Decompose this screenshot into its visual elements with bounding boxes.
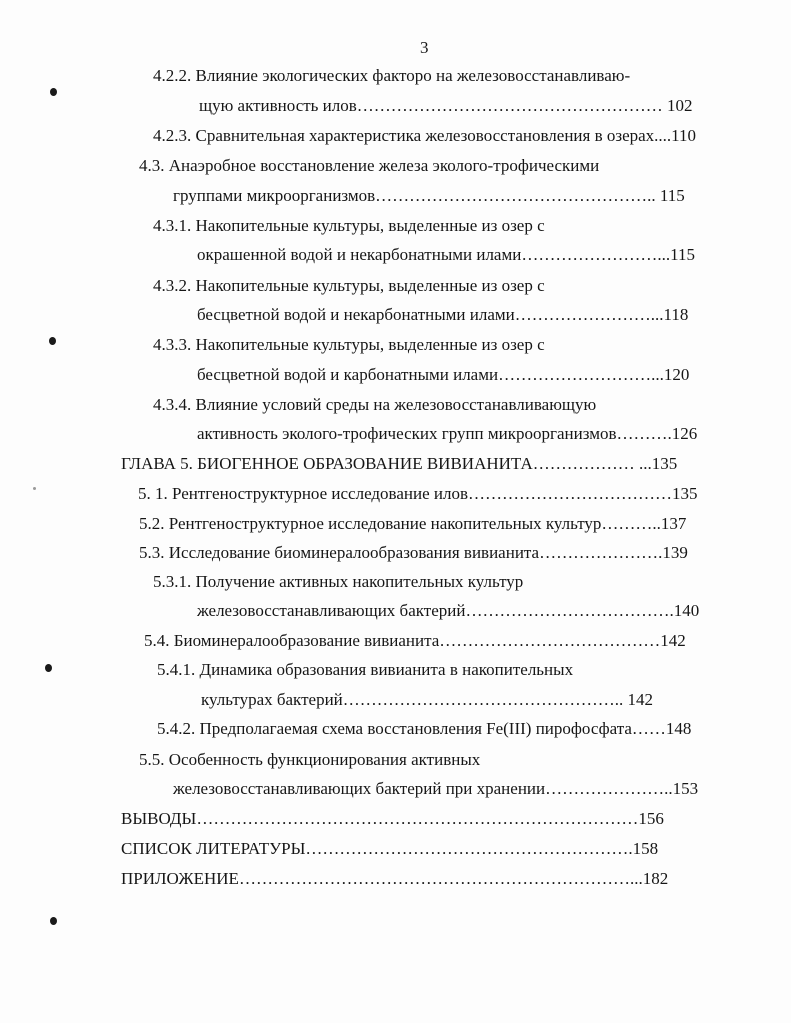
toc-line: ГЛАВА 5. БИОГЕННОЕ ОБРАЗОВАНИЕ ВИВИАНИТА……………… ...135 <box>121 454 678 473</box>
binder-hole-mark <box>50 88 57 96</box>
toc-line: железовосстанавливающих бактерий……………………………….140 <box>197 601 700 620</box>
toc-line: 4.3. Анаэробное восстановление железа эколого-трофическими <box>139 156 600 175</box>
toc-line: 4.3.2. Накопительные культуры, выделенные из озер с <box>153 276 545 295</box>
toc-line: 4.3.4. Влияние условий среды на железовосстанавливающую <box>153 395 597 414</box>
toc-line: 4.3.3. Накопительные культуры, выделенные из озер с <box>153 335 545 354</box>
toc-line: щую активность илов……………………………………………… 102 <box>199 96 693 115</box>
page-number: 3 <box>420 38 429 57</box>
toc-line: ПРИЛОЖЕНИЕ……………………………………………………………...182 <box>121 869 669 888</box>
toc-line: 4.3.1. Накопительные культуры, выделенные из озер с <box>153 216 545 235</box>
toc-line: окрашенной водой и некарбонатными илами……………………...115 <box>197 245 695 264</box>
toc-line: ВЫВОДЫ……………………………………………………………………156 <box>121 809 664 828</box>
toc-line: 5.4.1. Динамика образования вивианита в накопительных <box>157 660 574 679</box>
toc-line: 5.5. Особенность функционирования активных <box>139 750 481 769</box>
toc-line: 4.2.3. Сравнительная характеристика железовосстановления в озерах....110 <box>153 126 697 145</box>
toc-line: железовосстанавливающих бактерий при хранении…………………..153 <box>173 779 699 798</box>
toc-line: 5.4.2. Предполагаемая схема восстановления Fe(III) пирофосфата……148 <box>157 719 692 738</box>
binder-hole-mark <box>50 917 57 925</box>
toc-line: 5.3. Исследование биоминералообразования вивианита………………….139 <box>139 543 688 562</box>
toc-line: 4.2.2. Влияние экологических факторо на железовосстанавливаю- <box>153 66 631 85</box>
toc-line: группами микроорганизмов………………………………………….. 115 <box>173 186 685 205</box>
scan-speck <box>33 487 36 490</box>
toc-line: 5.3.1. Получение активных накопительных культур <box>153 572 524 591</box>
binder-hole-mark <box>49 337 56 345</box>
toc-line: 5.2. Рентгеноструктурное исследование накопительных культур………..137 <box>139 514 687 533</box>
toc-line: активность эколого-трофических групп микроорганизмов……….126 <box>197 424 698 443</box>
toc-line: бесцветной водой и некарбонатными илами……………………...118 <box>197 305 689 324</box>
toc-line: бесцветной водой и карбонатными илами………………………...120 <box>197 365 690 384</box>
toc-line: 5. 1. Рентгеноструктурное исследование илов………………………………135 <box>138 484 698 503</box>
toc-line: культурах бактерий………………………………………….. 142 <box>201 690 654 709</box>
toc-line: СПИСОК ЛИТЕРАТУРЫ………………………………………………….158 <box>121 839 659 858</box>
binder-hole-mark <box>45 664 52 672</box>
toc-line: 5.4. Биоминералообразование вивианита…………………………………142 <box>144 631 686 650</box>
